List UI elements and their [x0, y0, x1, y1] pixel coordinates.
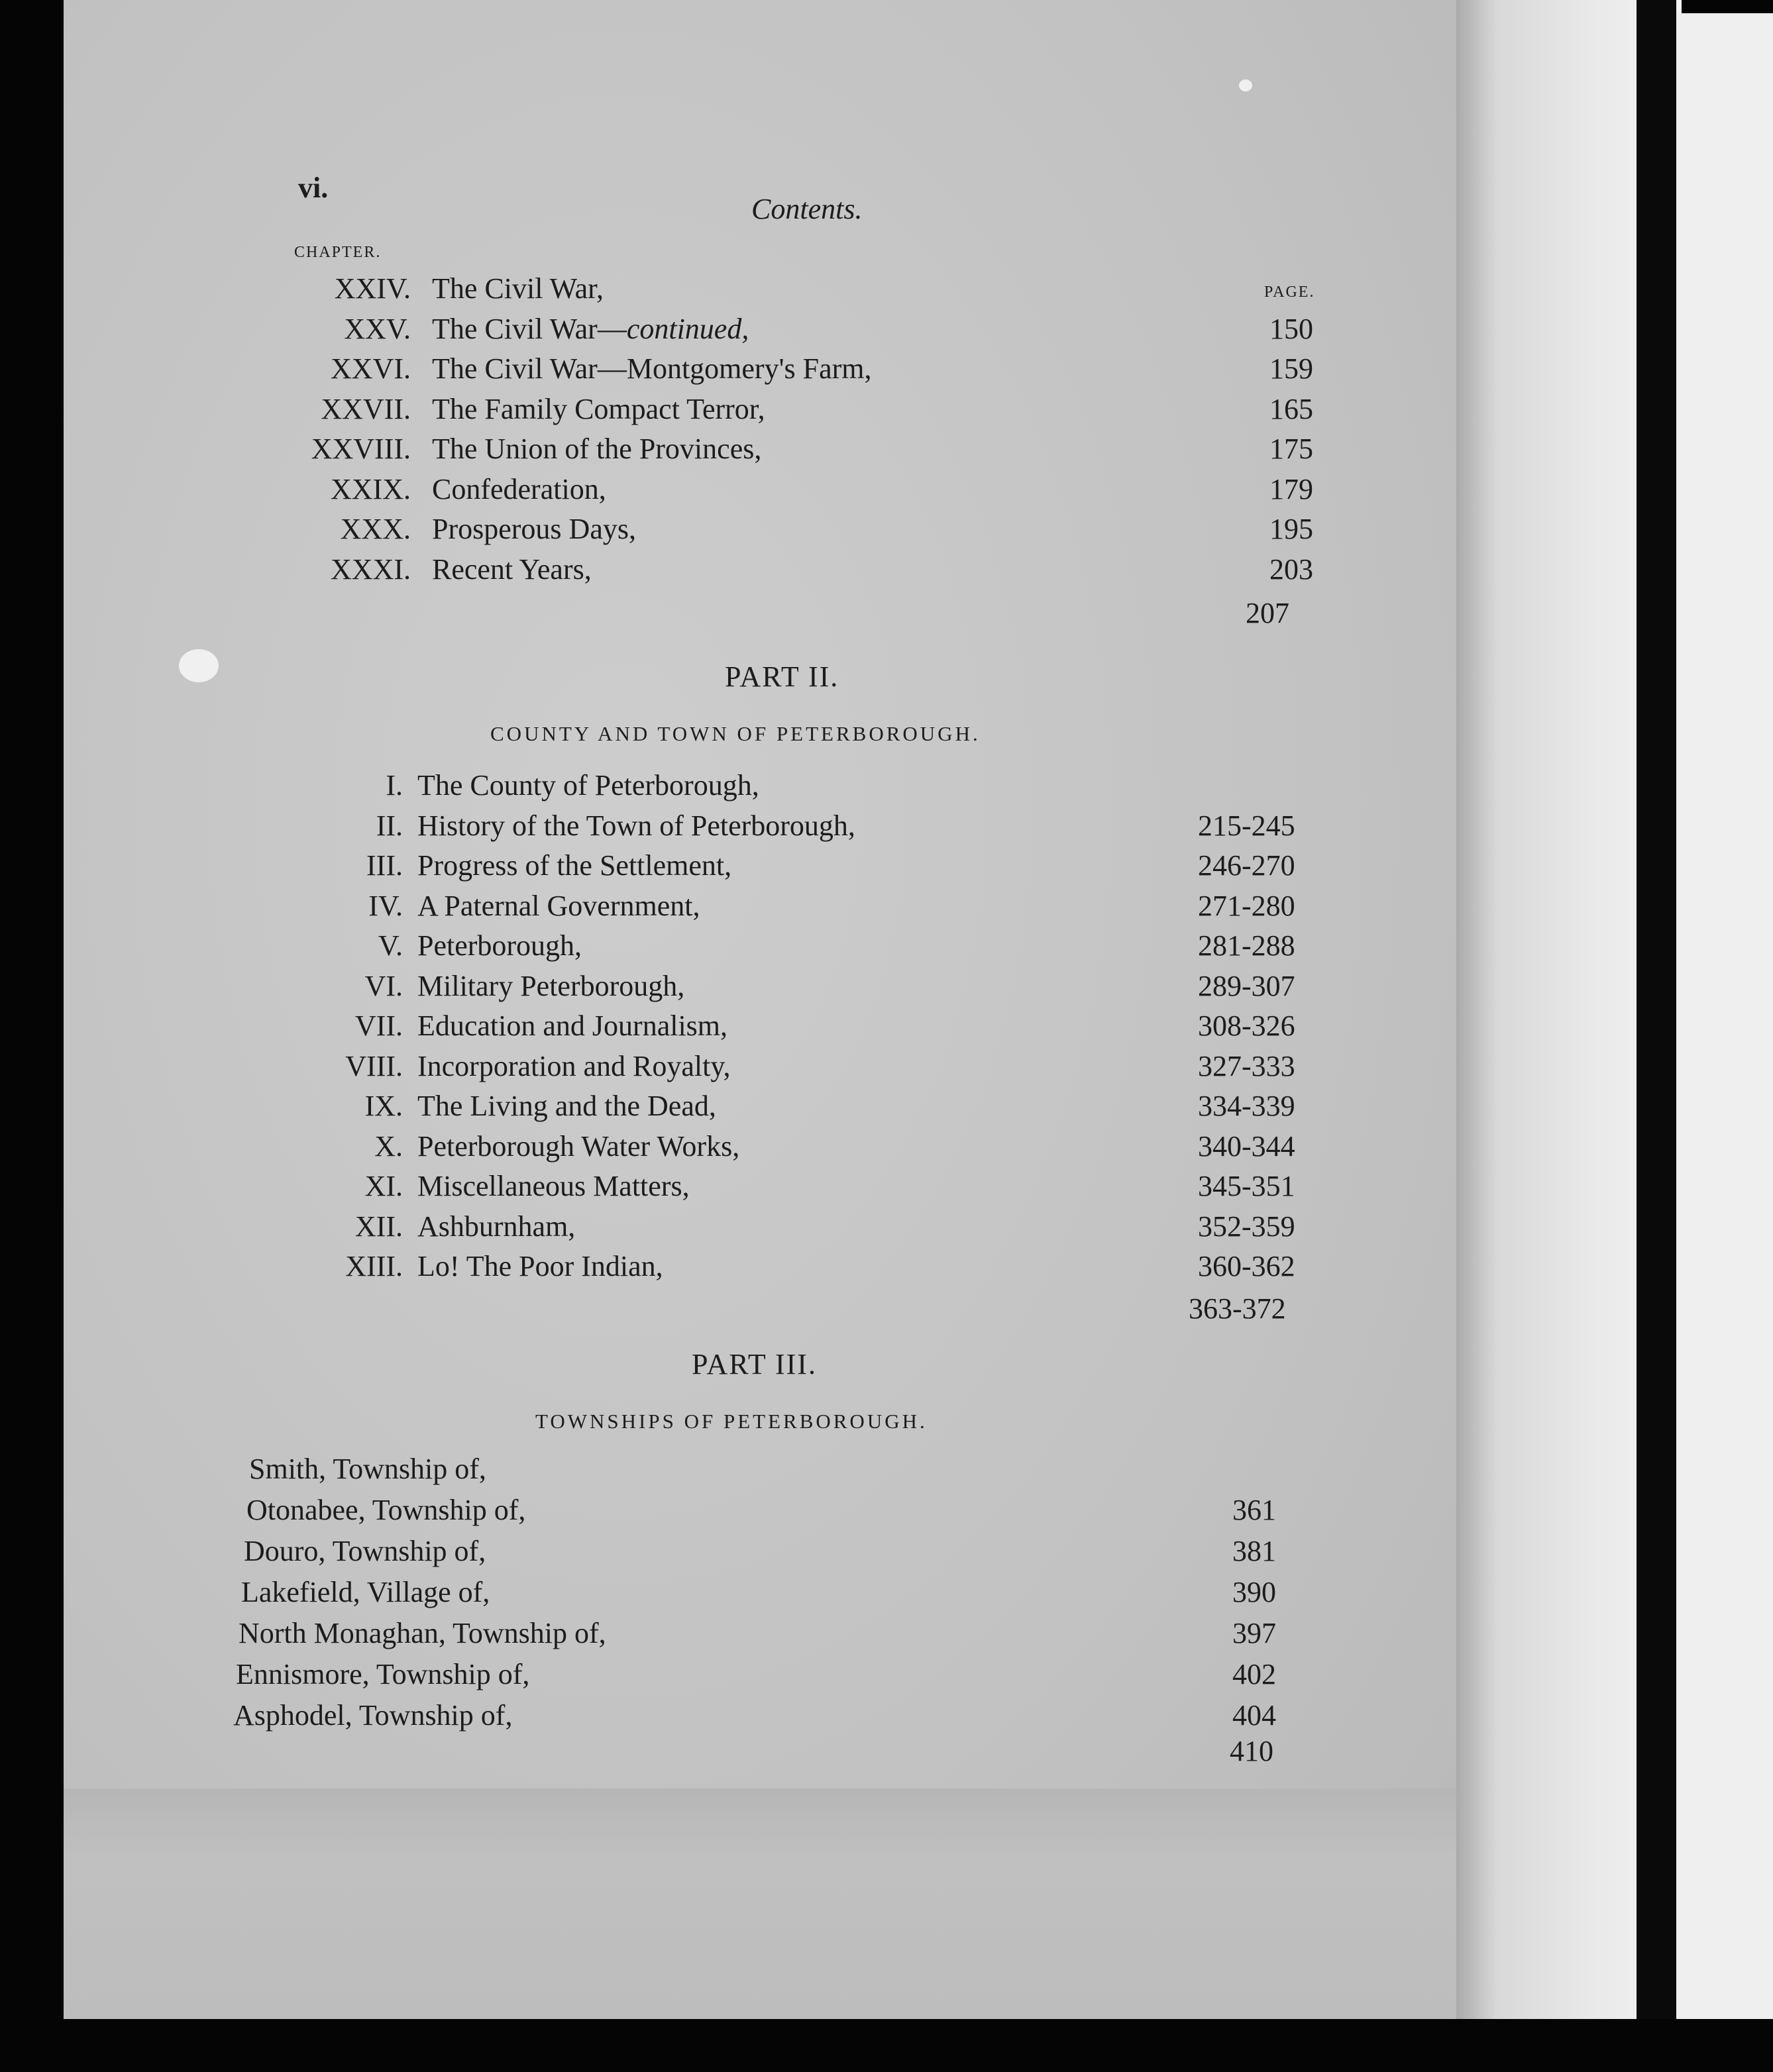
entry-title: [432, 312, 749, 346]
entry-title: Douro, Township of,: [244, 1535, 486, 1567]
chapter-numeral: XIII.: [345, 1250, 403, 1282]
chapter-numeral: VIII.: [345, 1050, 403, 1082]
chapter-numeral: XXIV.: [334, 272, 411, 305]
chapter-numeral: XXX.: [340, 513, 411, 545]
page-ref: 402: [1232, 1658, 1276, 1690]
page-ref: 404: [1232, 1699, 1276, 1732]
chapter-column-label: CHAPTER.: [294, 244, 382, 261]
page-ref: 215-245: [1198, 809, 1295, 842]
part2-subtitle: COUNTY AND TOWN OF PETERBOROUGH.: [490, 722, 981, 745]
chapter-numeral: X.: [374, 1130, 403, 1163]
chapter-numeral: XXVIII.: [311, 433, 411, 465]
page-ref: 334-339: [1198, 1090, 1295, 1122]
page-ref: 271-280: [1198, 890, 1295, 922]
page-ref: 381: [1232, 1535, 1276, 1567]
part3-title: PART III.: [692, 1348, 817, 1380]
page-bottom-fold: [64, 1788, 1456, 2019]
page-ref: 352-359: [1198, 1210, 1295, 1243]
chapter-numeral: XXVI.: [331, 352, 411, 385]
entry-title: [432, 472, 606, 506]
chapter-numeral: I.: [386, 769, 403, 802]
entry-title: Peterborough,: [417, 929, 582, 962]
entry-title: North Monaghan, Township of,: [239, 1617, 606, 1649]
entry-title: Lo! The Poor Indian,: [417, 1250, 663, 1282]
chapter-numeral: IV.: [368, 890, 403, 922]
chapter-numeral: VI.: [364, 970, 403, 1002]
chapter-numeral: XXXI.: [331, 553, 411, 586]
entry-title-text: Prosperous Days,: [432, 513, 636, 545]
chapter-numeral: XII.: [354, 1210, 403, 1243]
page-ref: 397: [1232, 1617, 1276, 1649]
page-ref: 390: [1232, 1576, 1276, 1608]
entry-title: A Paternal Government,: [417, 890, 700, 922]
chapter-numeral: XXIX.: [331, 473, 411, 505]
page-ref: 195: [1269, 513, 1313, 545]
part2-title: PART II.: [725, 660, 839, 693]
entry-title: The County of Peterborough,: [417, 769, 759, 802]
entry-title: The Living and the Dead,: [417, 1090, 716, 1122]
entry-title: [432, 512, 636, 546]
entry-title-text: The Civil War—: [432, 313, 627, 345]
entry-title: Smith, Township of,: [249, 1453, 486, 1485]
running-head: Contents.: [751, 193, 863, 225]
page-ref: 175: [1269, 433, 1313, 465]
chapter-numeral: IX.: [364, 1090, 403, 1122]
chapter-numeral: III.: [366, 849, 403, 882]
page-ref: 165: [1269, 393, 1313, 425]
entry-title-text: The Civil War,: [432, 272, 604, 305]
entry-title: [432, 432, 761, 466]
entry-title: History of the Town of Peterborough,: [417, 809, 855, 842]
gutter-shadow: [1637, 0, 1676, 2019]
page-ref: 360-362: [1198, 1250, 1295, 1282]
page-ref: 327-333: [1198, 1050, 1295, 1082]
entry-title-text: Confederation,: [432, 473, 606, 505]
part3-trailing-page: 410: [1230, 1735, 1273, 1767]
entry-title: [432, 352, 872, 386]
page-ref: 159: [1269, 352, 1313, 385]
entry-title-italic: continued,: [626, 313, 749, 345]
entry-title: Otonabee, Township of,: [246, 1494, 526, 1526]
entry-title: Incorporation and Royalty,: [417, 1050, 731, 1082]
adjacent-sheet: [1676, 13, 1773, 2019]
entry-title: Peterborough Water Works,: [417, 1130, 740, 1163]
entry-title: Lakefield, Village of,: [241, 1576, 490, 1608]
chapter-numeral: VII.: [354, 1010, 403, 1042]
part3-subtitle: TOWNSHIPS OF PETERBOROUGH.: [535, 1410, 928, 1433]
page-ref: 340-344: [1198, 1130, 1295, 1163]
entry-title: Ashburnham,: [417, 1210, 576, 1243]
page-ref: 281-288: [1198, 929, 1295, 962]
chapter-numeral: XXV.: [344, 313, 411, 345]
entry-title: Miscellaneous Matters,: [417, 1170, 690, 1202]
page-ref: 150: [1269, 313, 1313, 345]
entry-title: [432, 272, 604, 305]
part1-trailing-page: 207: [1246, 597, 1289, 629]
entry-title: Education and Journalism,: [417, 1010, 728, 1042]
page-column-label: PAGE.: [1264, 284, 1315, 301]
page-ref: 203: [1269, 553, 1313, 586]
page-ref: 361: [1232, 1494, 1276, 1526]
chapter-numeral: XI.: [364, 1170, 403, 1202]
page-number: vi.: [298, 172, 329, 204]
entry-title-text: Recent Years,: [432, 553, 592, 586]
page-ref: 246-270: [1198, 849, 1295, 882]
entry-title: Asphodel, Township of,: [233, 1699, 513, 1732]
page-ref: 179: [1269, 473, 1313, 505]
page-ref: 345-351: [1198, 1170, 1295, 1202]
entry-title: Progress of the Settlement,: [417, 849, 732, 882]
paper-speck: [1239, 79, 1252, 91]
page-ref: 289-307: [1198, 970, 1295, 1002]
page-ref: 308-326: [1198, 1010, 1295, 1042]
paper-speck: [179, 649, 219, 682]
chapter-numeral: XXVII.: [321, 393, 411, 425]
entry-title-text: The Family Compact Terror,: [432, 393, 765, 425]
entry-title-text: The Union of the Provinces,: [432, 433, 762, 465]
entry-title: [432, 552, 592, 586]
entry-title-text: The Civil War—Montgomery's Farm,: [432, 352, 872, 385]
part2-trailing-page: 363-372: [1189, 1292, 1286, 1325]
entry-title: Ennismore, Township of,: [236, 1658, 530, 1690]
chapter-numeral: II.: [376, 809, 403, 842]
entry-title: [432, 392, 765, 426]
chapter-numeral: V.: [378, 929, 403, 962]
entry-title: Military Peterborough,: [417, 970, 685, 1002]
